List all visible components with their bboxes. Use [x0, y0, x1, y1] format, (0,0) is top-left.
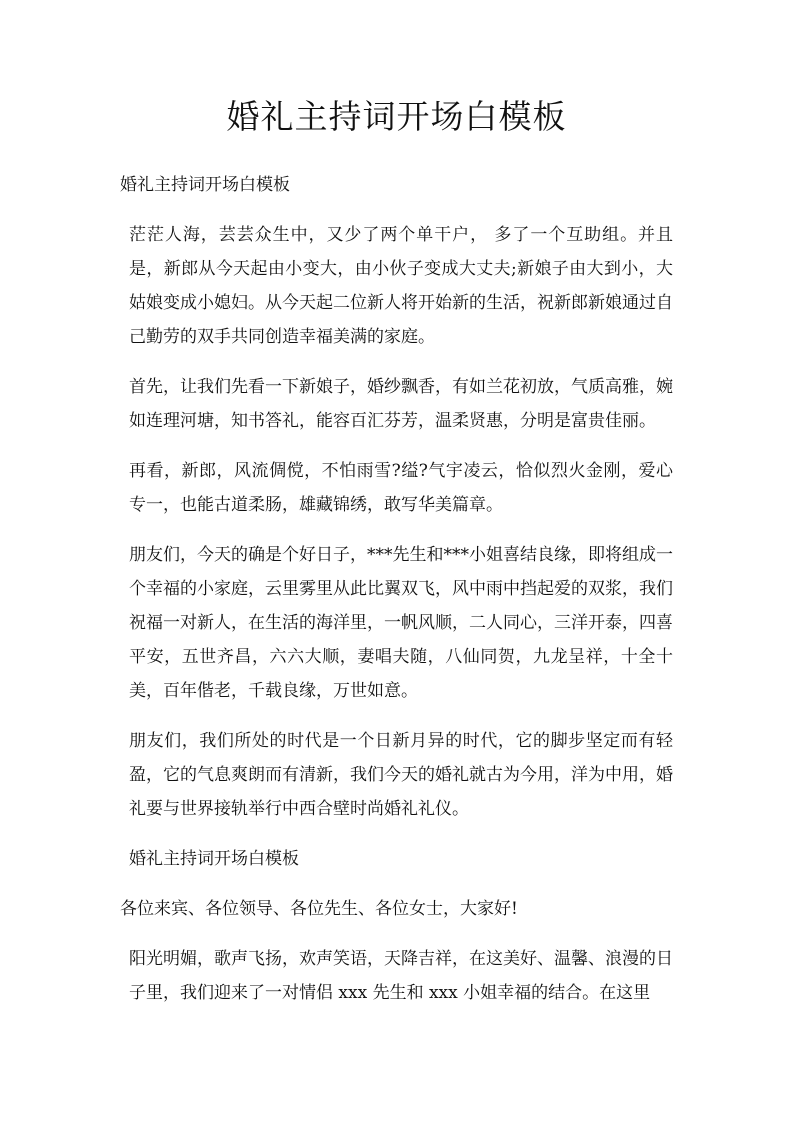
paragraph-4: 朋友们，今天的确是个好日子，***先生和***小姐喜结良缘，即将组成一个幸福的小家庭，云里雾里从此比翼双飞，风中雨中挡起爱的双浆，我们祝福一对新人，在生活的海洋里，一帆风顺，二人同心，三洋开泰，四喜平安，五世齐昌，六六大顺，妻唱夫随，八仙同贺，九龙呈祥，十全十美，百年偕老，千载良缘，万世如意。 — [129, 545, 673, 701]
document-body — [120, 168, 673, 1026]
paragraph-3: 再看，新郎，风流倜傥，不怕雨雪?缢?气宇凌云，恰似烈火金刚，爱心专一，也能古道柔肠，雄藏锦绣，敢写华美篇章。 — [129, 461, 673, 515]
paragraph-5: 朋友们，我们所处的时代是一个日新月异的时代，它的脚步坚定而有轻盈，它的气息爽朗而有清新，我们今天的婚礼就古为今用，洋为中用，婚礼要与世界接轨举行中西合壁时尚婚礼礼仪。 — [129, 731, 673, 819]
paragraph-2: 首先，让我们先看一下新娘子，婚纱飘香，有如兰花初放，气质高雅，婉如连理河塘，知书答礼，能容百汇芬芳，温柔贤惠，分明是富贵佳丽。 — [129, 377, 673, 431]
greeting: 各位来宾、各位领导、各位先生、各位女士，大家好! — [120, 899, 518, 919]
section-heading: 婚礼主持词开场白模板 — [129, 849, 299, 869]
paragraph-1: 茫茫人海，芸芸众生中，又少了两个单干户， 多了一个互助组。并且是，新郎从今天起由小变大，由小伙子变成大丈夫;新娘子由大到小，大姑娘变成小媳妇。从今天起二位新人将开始新的生活，祝新郎新娘通过自己勤劳的双手共同创造幸福美满的家庭。 — [129, 225, 673, 347]
document-title: 婚礼主持词开场白模板 — [226, 97, 567, 136]
subtitle: 婚礼主持词开场白模板 — [120, 175, 290, 195]
paragraph-6: 阳光明媚，歌声飞扬，欢声笑语，天降吉祥，在这美好、温馨、浪漫的日子里，我们迎来了一对情侣 xxx 先生和 xxx 小姐幸福的结合。在这里 — [129, 949, 673, 1003]
